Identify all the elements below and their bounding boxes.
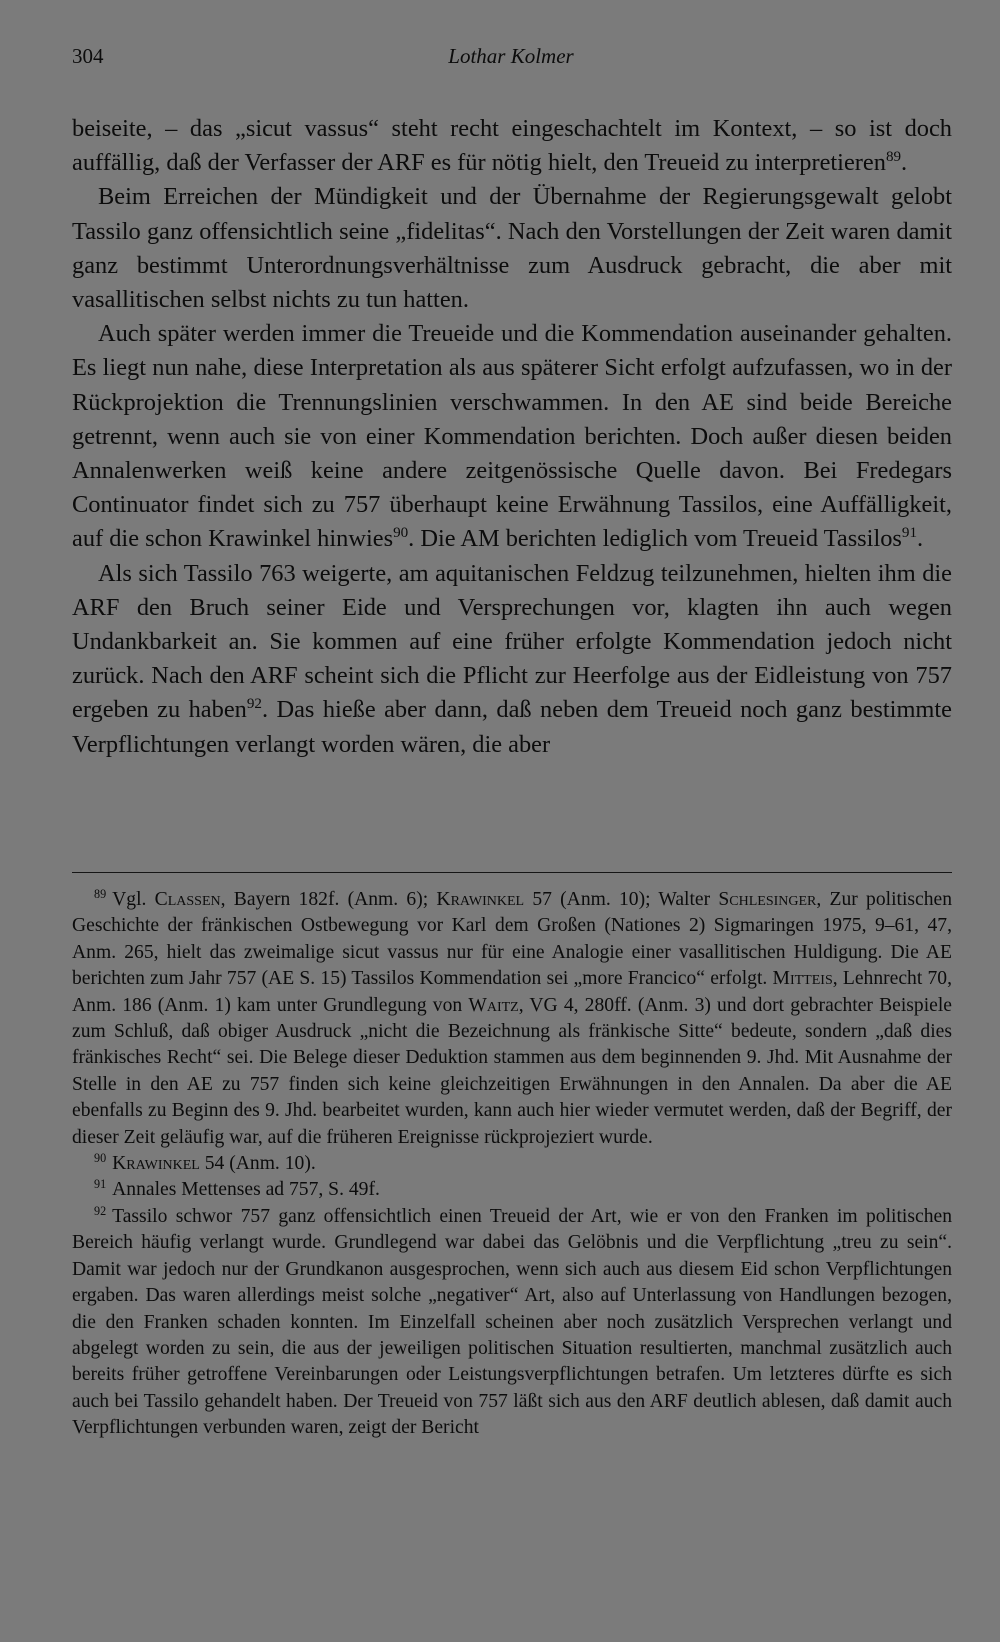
author-name: Schlesinger xyxy=(718,889,817,910)
page-header xyxy=(72,44,950,80)
footnote-text: , Bayern 182f. (Anm. 6); xyxy=(220,889,437,910)
footnote-mark: 90 xyxy=(94,1150,107,1165)
footnote-ref-89[interactable]: 89 xyxy=(885,149,902,166)
footnote-ref-90[interactable]: 90 xyxy=(393,525,409,542)
footnote-text: Vgl. xyxy=(112,889,155,910)
footnote-mark: 89 xyxy=(94,886,107,901)
footnote-separator xyxy=(72,872,952,873)
paragraph-3-text-2: . Die AM berichten lediglich vom Treueid Tassilos xyxy=(408,525,902,553)
footnote-text: Tassilo schwor 757 ganz offensichtlich einen Treueid der Art, wie er von den Franken im politischen Bereich häufig verlangt wurde. Grundlegend war dabei das Gelöbnis und die Verpflichtung „treu zu sein“. Damit war jedoch nur der Grundkanon ausgesprochen, wenn sich auch aus diesem Eid schon Verpflichtungen ergaben. Das waren allerdings meist solche „negativer“ Art, also auf Unterlassung von Handlungen bezogen, die den Franken schaden konnten. Im Einzelfall scheinen aber noch zusätzlich Versprechen verlangt und abgelegt worden zu sein, die aus der jeweiligen politischen Situation resultierten, manchmal zusätzlich auch bereits früher getroffene Vereinbarungen oder Leistungsverpflichtungen betrafen. Um letzteres dürfte es sich auch bei Tassilo gehandelt haben. Der Treueid von 757 läßt sich aus den ARF deutlich ablesen, daß damit auch Verpflichtungen verbunden waren, zeigt der Bericht xyxy=(72,1205,952,1439)
author-name: Krawinkel xyxy=(436,889,525,910)
author-name: Krawinkel xyxy=(112,1153,200,1175)
footnote-text: , Zur politischen Geschichte der fränkischen Ostbewegung vor Karl dem Großen (Nationes 2) Sigmaringen 1975, 9–61, 47, Anm. 265, hielt das zweimalige sicut vassus nur für eine Analogie einer vasallitischen Huldigung. Die AE berichten zum Jahr 757 (AE S. 15) Tassilos Kommendation sei „more Francico“ erfolgt. xyxy=(72,889,953,990)
author-name: Mitteis xyxy=(772,968,833,990)
page-number: 304 xyxy=(72,44,104,68)
footnote-mark: 92 xyxy=(94,1203,107,1218)
footnote-ref-92[interactable]: 92 xyxy=(246,696,262,713)
paragraph-3 xyxy=(72,317,952,556)
paragraph-3-end: . xyxy=(917,525,924,553)
footnote-text: 54 (Anm. 10). xyxy=(199,1153,316,1175)
footnotes xyxy=(72,887,952,1442)
author-name: Waitz xyxy=(468,994,519,1016)
footnote-ref-91[interactable]: 91 xyxy=(901,525,918,542)
footnote-89 xyxy=(72,887,952,1151)
paragraph-4 xyxy=(72,557,952,762)
footnote-text: , Lehnrecht 70, Anm. 186 (Anm. 1) kam unter Grundlegung von xyxy=(72,968,952,1016)
footnote-92 xyxy=(72,1204,952,1442)
paragraph-4-text: Als sich Tassilo 763 weigerte, am aquitanischen Feldzug teilzunehmen, hielten ihm die ARF den Bruch seiner Eide und Versprechungen vor, klagten ihn auch wegen Undankbarkeit an. Sie kommen auf eine früher erfolgte Kommendation jedoch nicht zurück. Nach den ARF scheint sich die Pflicht zur Heerfolge aus der Eidleistung von 757 ergeben zu haben xyxy=(72,559,952,724)
footnote-mark: 91 xyxy=(94,1177,107,1192)
paragraph-3-text: Auch später werden immer die Treueide und die Kommendation auseinander gehalten. Es liegt nun nahe, diese Interpretation als aus späterer Sicht erfolgt aufzufassen, wo in der Rückprojektion die Trennungslinien verschwammen. In den AE sind beide Bereiche getrennt, wenn auch sie von einer Kommendation berichten. Doch außer diesen beiden Annalenwerken weiß keine andere zeitgenössische Quelle davon. Bei Fredegars Continuator findet sich zu 757 überhaupt keine Erwähnung Tassilos, eine Auffälligkeit, auf die schon Krawinkel hinwies xyxy=(72,320,952,553)
footnote-90 xyxy=(72,1151,952,1177)
footnote-91 xyxy=(72,1177,952,1203)
running-head: Lothar Kolmer xyxy=(448,44,574,68)
paragraph-1-end: . xyxy=(901,149,908,177)
paragraph-1-text: beiseite, – das „sicut vassus“ steht recht eingeschachtelt im Kontext, – so ist doch auffällig, daß der Verfasser der ARF es für nötig hielt, den Treueid zu interpretieren xyxy=(72,115,952,177)
author-name: Classen xyxy=(154,889,221,910)
paragraph-2: Beim Erreichen der Mündigkeit und der Übernahme der Regierungsgewalt gelobt Tassilo ganz offensichtlich seine „fidelitas“. Nach den Vorstellungen der Zeit waren damit ganz bestimmt Unterordnungsverhältnisse zum Ausdruck gebracht, die aber mit vasallitischen selbst nichts zu tun hatten. xyxy=(72,183,952,314)
main-text xyxy=(72,112,952,762)
footnote-text: 57 (Anm. 10); Walter xyxy=(524,889,719,910)
footnote-text: Annales Mettenses ad 757, S. 49f. xyxy=(112,1179,380,1201)
paragraph-1 xyxy=(72,112,952,180)
paragraph-4-text-2: . Das hieße aber dann, daß neben dem Treueid noch ganz bestimmte Verpflichtungen verlangt worden wären, die aber xyxy=(72,696,952,758)
footnote-text: , VG 4, 280ff. (Anm. 3) und dort gebrachter Beispiele zum Schluß, daß obiger Ausdruck „nicht die Bezeichnung als fränkische Sitte“ bedeute, sondern „daß dies fränkisches Recht“ sei. Die Belege dieser Deduktion stammen aus dem beginnenden 9. Jhd. Mit Ausnahme der Stelle in den AE zu 757 finden sich keine gleichzeitigen Erwähnungen in den Annalen. Da aber die AE ebenfalls zu Beginn des 9. Jhd. bearbeitet wurden, kann auch hier wieder vermutet werden, daß der Begriff, der dieser Zeit geläufig war, auf die früheren Ereignisse rückprojeziert wurde. xyxy=(72,994,952,1148)
